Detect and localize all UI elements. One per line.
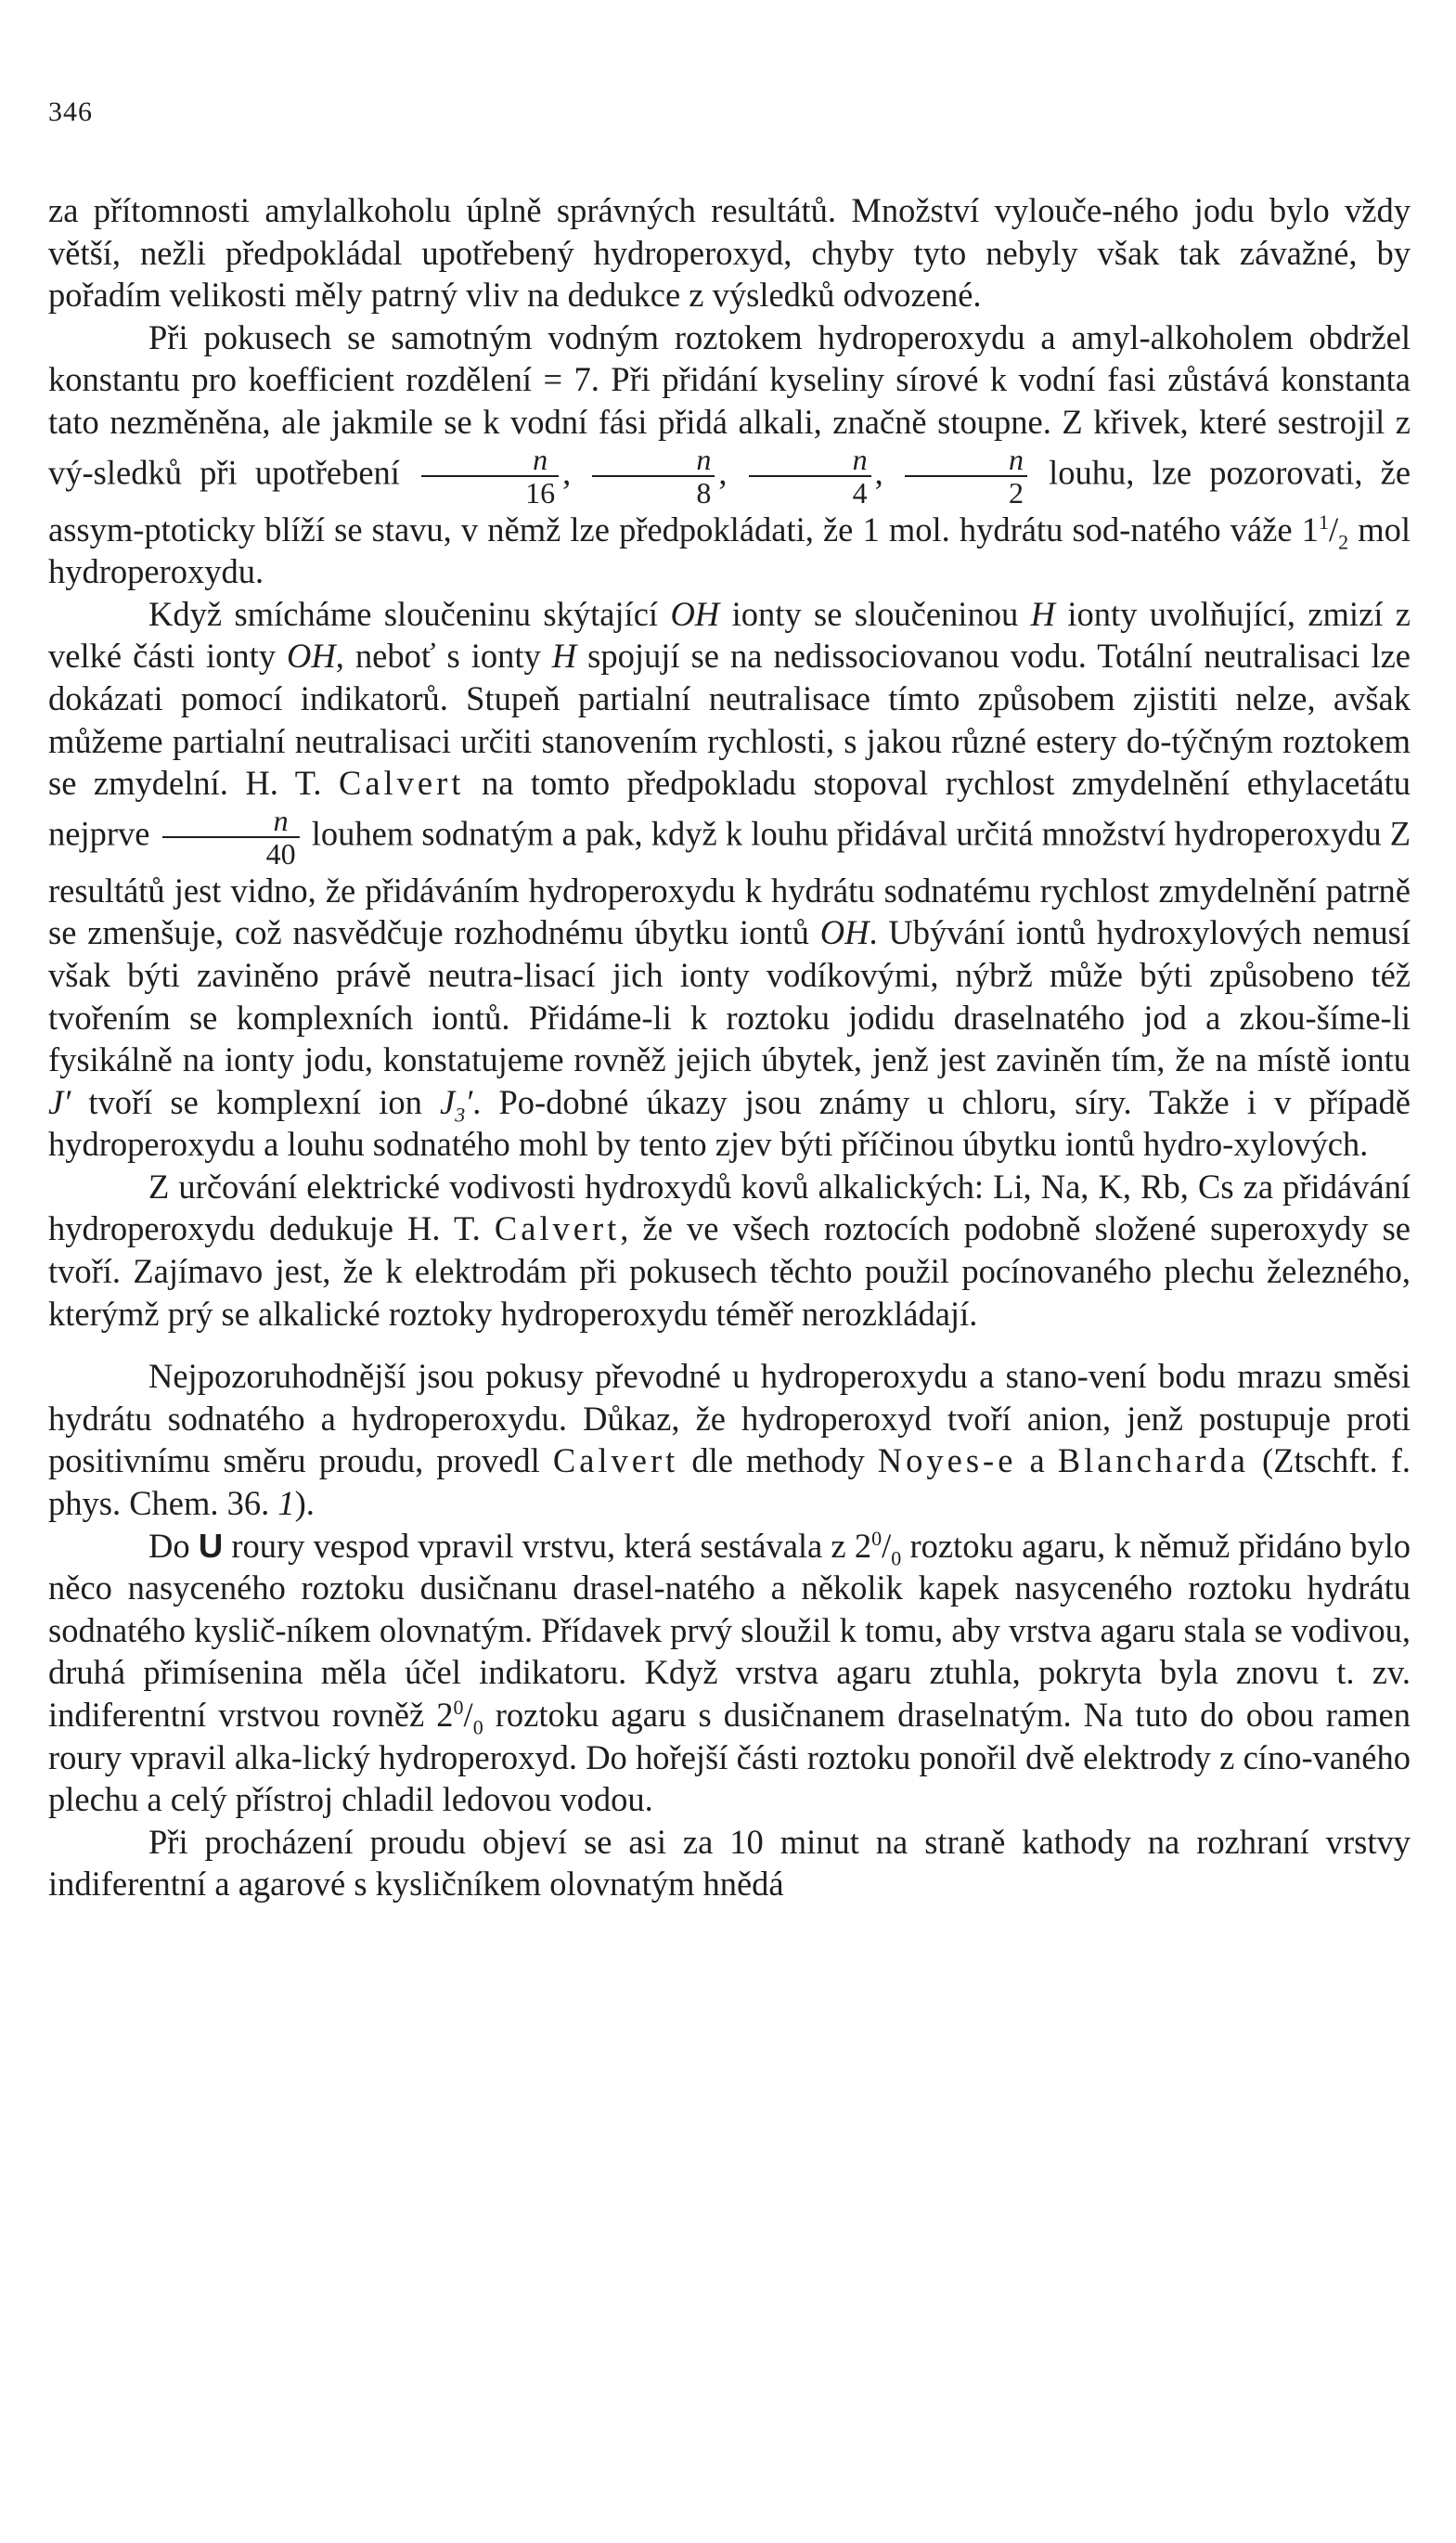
fraction-numerator: n — [1008, 442, 1024, 476]
fraction-n-2 — [905, 444, 1027, 509]
paragraph-3-text: ionty uvolňující, zmizí z velké části ionty — [48, 594, 1411, 676]
paragraph-4 — [48, 1166, 1411, 1335]
document-page — [48, 0, 1411, 2543]
paragraph-1 — [48, 189, 1411, 316]
fraction-n-40 — [162, 805, 300, 870]
paragraph-3 — [48, 593, 1411, 1166]
author-name: Blancharda — [1057, 1441, 1249, 1480]
paragraph-3-text: Když smícháme sloučeninu skýtající — [148, 594, 671, 633]
page-number: 346 — [48, 97, 93, 127]
formula-subscript: 3 — [455, 1102, 466, 1126]
paragraph-7 — [48, 1821, 1411, 1905]
paragraph-2-text-b: louhu, lze pozorovati, že assym-ptoticky blíží se stavu, v němž lze předpokládati, že 1 mol. hydrátu sod-natého váže 1 — [48, 452, 1411, 549]
one-half-sub: 2 — [1338, 529, 1349, 553]
paragraph-1-text: za přítomnosti amylalkoholu úplně správných resultátů. Množství vylouče-ného jodu bylo vždy větší, nežli předpokládal upotřebený hydroperoxyd, chyby tyto nebyly však tak závažné, by pořadím velikosti měly patrný vliv na dedukce z výsledků odvozené. — [48, 191, 1411, 315]
paragraph-6-text: roury vespod vpravil vrstvu, která sestávala z 2 — [223, 1526, 872, 1565]
paragraph-2: Při pokusech se samotným vodným roztokem hydroperoxydu a amyl-alkoholem obdržel konstantu pro koefficient rozdělení = 7. Při přidání kyseliny sírové k vodní fasi zůstává konstanta tato nezměněna, ale jakmile se k vodní fási přidá alkali, značně stoupne. Z křivek, které sestrojil z vý-sledků při upotřebení $\frac{n}{16}$ , $\frac{n}{8}$ , $\frac{n}{4}$ , $\frac{n}{2}$ louhu, lze pozorovati, že assym-ptoticky blíží se stavu, v němž lze předpokládati, že 1 mol. hydrátu sod-natého váže $1^1/_2$ mol hydroperoxydu. — [48, 317, 1411, 591]
percent-sup: 0 — [871, 1526, 883, 1550]
paragraph-5-text: ). — [294, 1484, 315, 1523]
formula-h: H — [551, 637, 577, 676]
formula-oh: OH — [819, 913, 870, 952]
paragraph-6-text: Do — [148, 1526, 199, 1565]
fraction-n-8 — [592, 444, 715, 509]
paragraph-4-text: Z určování elektrické vodivosti hydroxydů kovů alkalických: Li, Na, K, Rb, Cs za přidávání hydroperoxydu dedukuje H. T. — [48, 1167, 1411, 1248]
percent-sup: 0 — [453, 1695, 464, 1719]
percent-sub: 0 — [472, 1715, 483, 1739]
fraction-n-16 — [421, 444, 559, 509]
formula-h: H — [1030, 594, 1055, 633]
fraction-denominator: 8 — [592, 475, 715, 509]
formula-iodide-ion: J′ — [48, 1082, 71, 1121]
paragraph-5-text: dle methody — [678, 1441, 878, 1480]
fraction-denominator: 4 — [749, 475, 871, 509]
fraction-denominator: 40 — [162, 836, 300, 870]
fraction-denominator: 16 — [421, 475, 559, 509]
formula-oh: OH — [287, 637, 336, 676]
percent-slash: / — [463, 1696, 473, 1734]
fraction-denominator: 2 — [905, 475, 1027, 509]
paragraph-5-text: (Ztschft. f. phys. Chem. 36. — [48, 1441, 1411, 1523]
fraction-numerator: n — [533, 442, 548, 476]
formula-oh: OH — [670, 594, 720, 633]
fraction-numerator: n — [696, 442, 712, 476]
paragraph-3-text: ionty se sloučeninou — [719, 594, 1031, 633]
u-tube-letter: U — [198, 1526, 224, 1565]
author-name: Noyes-e — [877, 1441, 1017, 1480]
paragraph-2-text-c: mol hydroperoxydu. — [48, 510, 1411, 591]
formula-symbol: J — [440, 1082, 456, 1121]
one-half-sup: 1 — [1318, 510, 1329, 534]
paragraph-3-text: tvoří se komplexní ion — [71, 1082, 441, 1121]
paragraph-3-text: louhem sodnatým a pak, když k louhu přidával určitá množství hydroperoxydu Z resultátů jest vidno, že přidáváním hydroperoxydu k hydrátu sodnatému rychlost zmydelnění patrně se zmenšuje, což nasvědčuje rozhodnému úbytku iontů — [48, 814, 1411, 952]
formula-prime: ′ — [465, 1082, 473, 1121]
one-half-slash: / — [1328, 510, 1339, 549]
paragraph-2-text-a: Při pokusech se samotným vodným roztokem hydroperoxydu a amyl-alkoholem obdržel konstantu pro koefficient rozdělení = 7. Při přidání kyseliny sírové k vodní fasi zůstává konstanta tato nezměněna, ale jakmile se k vodní fási přidá alkali, značně stoupne. Z křivek, které sestrojil z vý-sledků při upotřebení — [48, 317, 1411, 491]
percent-sub: 0 — [891, 1545, 902, 1569]
percent-slash: / — [882, 1526, 892, 1565]
fraction-numerator: n — [273, 803, 289, 837]
fraction-numerator: n — [852, 442, 868, 476]
paragraph-6 — [48, 1525, 1411, 1821]
paragraph-4-text: , že ve všech roztocích podobně složené superoxydy se tvoří. Zajímavo jest, že k elektrodám při pokusech těchto použil pocínovaného plechu železného, kterýmž prý se alkalické roztoky hydroperoxydu téměř nerozkládají. — [48, 1209, 1411, 1333]
paragraph-3-text: spojují se na nedissociovanou vodu. Totální neutralisaci lze dokázati pomocí indikatorů. Stupeň partialní neutralisace tímto způsobem zjistiti nelze, avšak můžeme partialní neutralisaci určiti stanovením rychlosti, s jakou různé estery do-týčným roztokem se zmydelní. H. T. — [48, 637, 1411, 803]
paragraph-3-text: . Ubývání iontů hydroxylových nemusí však býti zaviněno právě neutra-lisací jich ionty vodíkovými, nýbrž může býti způsobeno též tvořením se komplexních iontů. Přidáme-li k roztoku jodidu draselnatého jod a zkou-šíme-li fysikálně na ionty jodu, konstatujeme rovněž jejich úbytek, jenž jest zaviněn tím, že na místě iontu — [48, 913, 1411, 1079]
paragraph-6-text: roztoku agaru, k němuž přidáno bylo něco nasyceného roztoku dusičnanu drasel-natého a několik kapek nasyceného roztoku hydrátu sodnatého kyslič-níkem olovnatým. Přídavek prvý sloužil k tomu, aby vrstva agaru stala se vodivou, druhá přimísenina měla účel indikatoru. Když vrstva agaru ztuhla, pokryta byla znovu t. zv. indiferentní vrstvou rovněž 2 — [48, 1526, 1411, 1734]
formula-triiodide-ion — [440, 1082, 473, 1126]
author-name: Calvert — [552, 1441, 679, 1480]
paragraph-3-text: . Po-dobné úkazy jsou známy u chloru, síry. Takže i v případě hydroperoxydu a louhu sodnatého mohl by tento zjev býti příčinou úbytku iontů hydro-xylových. — [48, 1082, 1411, 1164]
paragraph-3-text: , neboť s ionty — [335, 637, 552, 676]
paragraph-5 — [48, 1355, 1411, 1524]
author-name: Calvert — [494, 1209, 621, 1248]
paragraph-5-text: a — [1016, 1441, 1058, 1480]
author-name: Calvert — [338, 764, 465, 803]
paragraph-6-text: roztoku agaru s dusičnanem draselnatým. Na tuto do obou ramen roury vpravil alka-lický hydroperoxyd. Do hořejší části roztoku ponořil dvě elektrody z cíno-vaného plechu a celý přístroj chladil ledovou vodou. — [48, 1696, 1411, 1819]
volume-number: 1 — [277, 1484, 295, 1523]
paragraph-5-text: Nejpozoruhodnější jsou pokusy převodné u hydroperoxydu a stano-vení bodu mrazu směsi hydrátu sodnatého a hydroperoxydu. Důkaz, že hydroperoxyd tvoří anion, jenž postupuje proti positivnímu směru proudu, provedl — [48, 1357, 1411, 1480]
paragraph-7-text: Při procházení proudu objeví se asi za 10 minut na straně kathody na rozhraní vrstvy indiferentní a agarové s kysličníkem olovnatým hnědá — [48, 1822, 1411, 1904]
fraction-n-4 — [749, 444, 871, 509]
body-text — [48, 189, 1411, 1905]
paragraph-3-text: na tomto předpokladu stopoval rychlost zmydelnění ethylacetátu nejprve — [48, 764, 1411, 853]
